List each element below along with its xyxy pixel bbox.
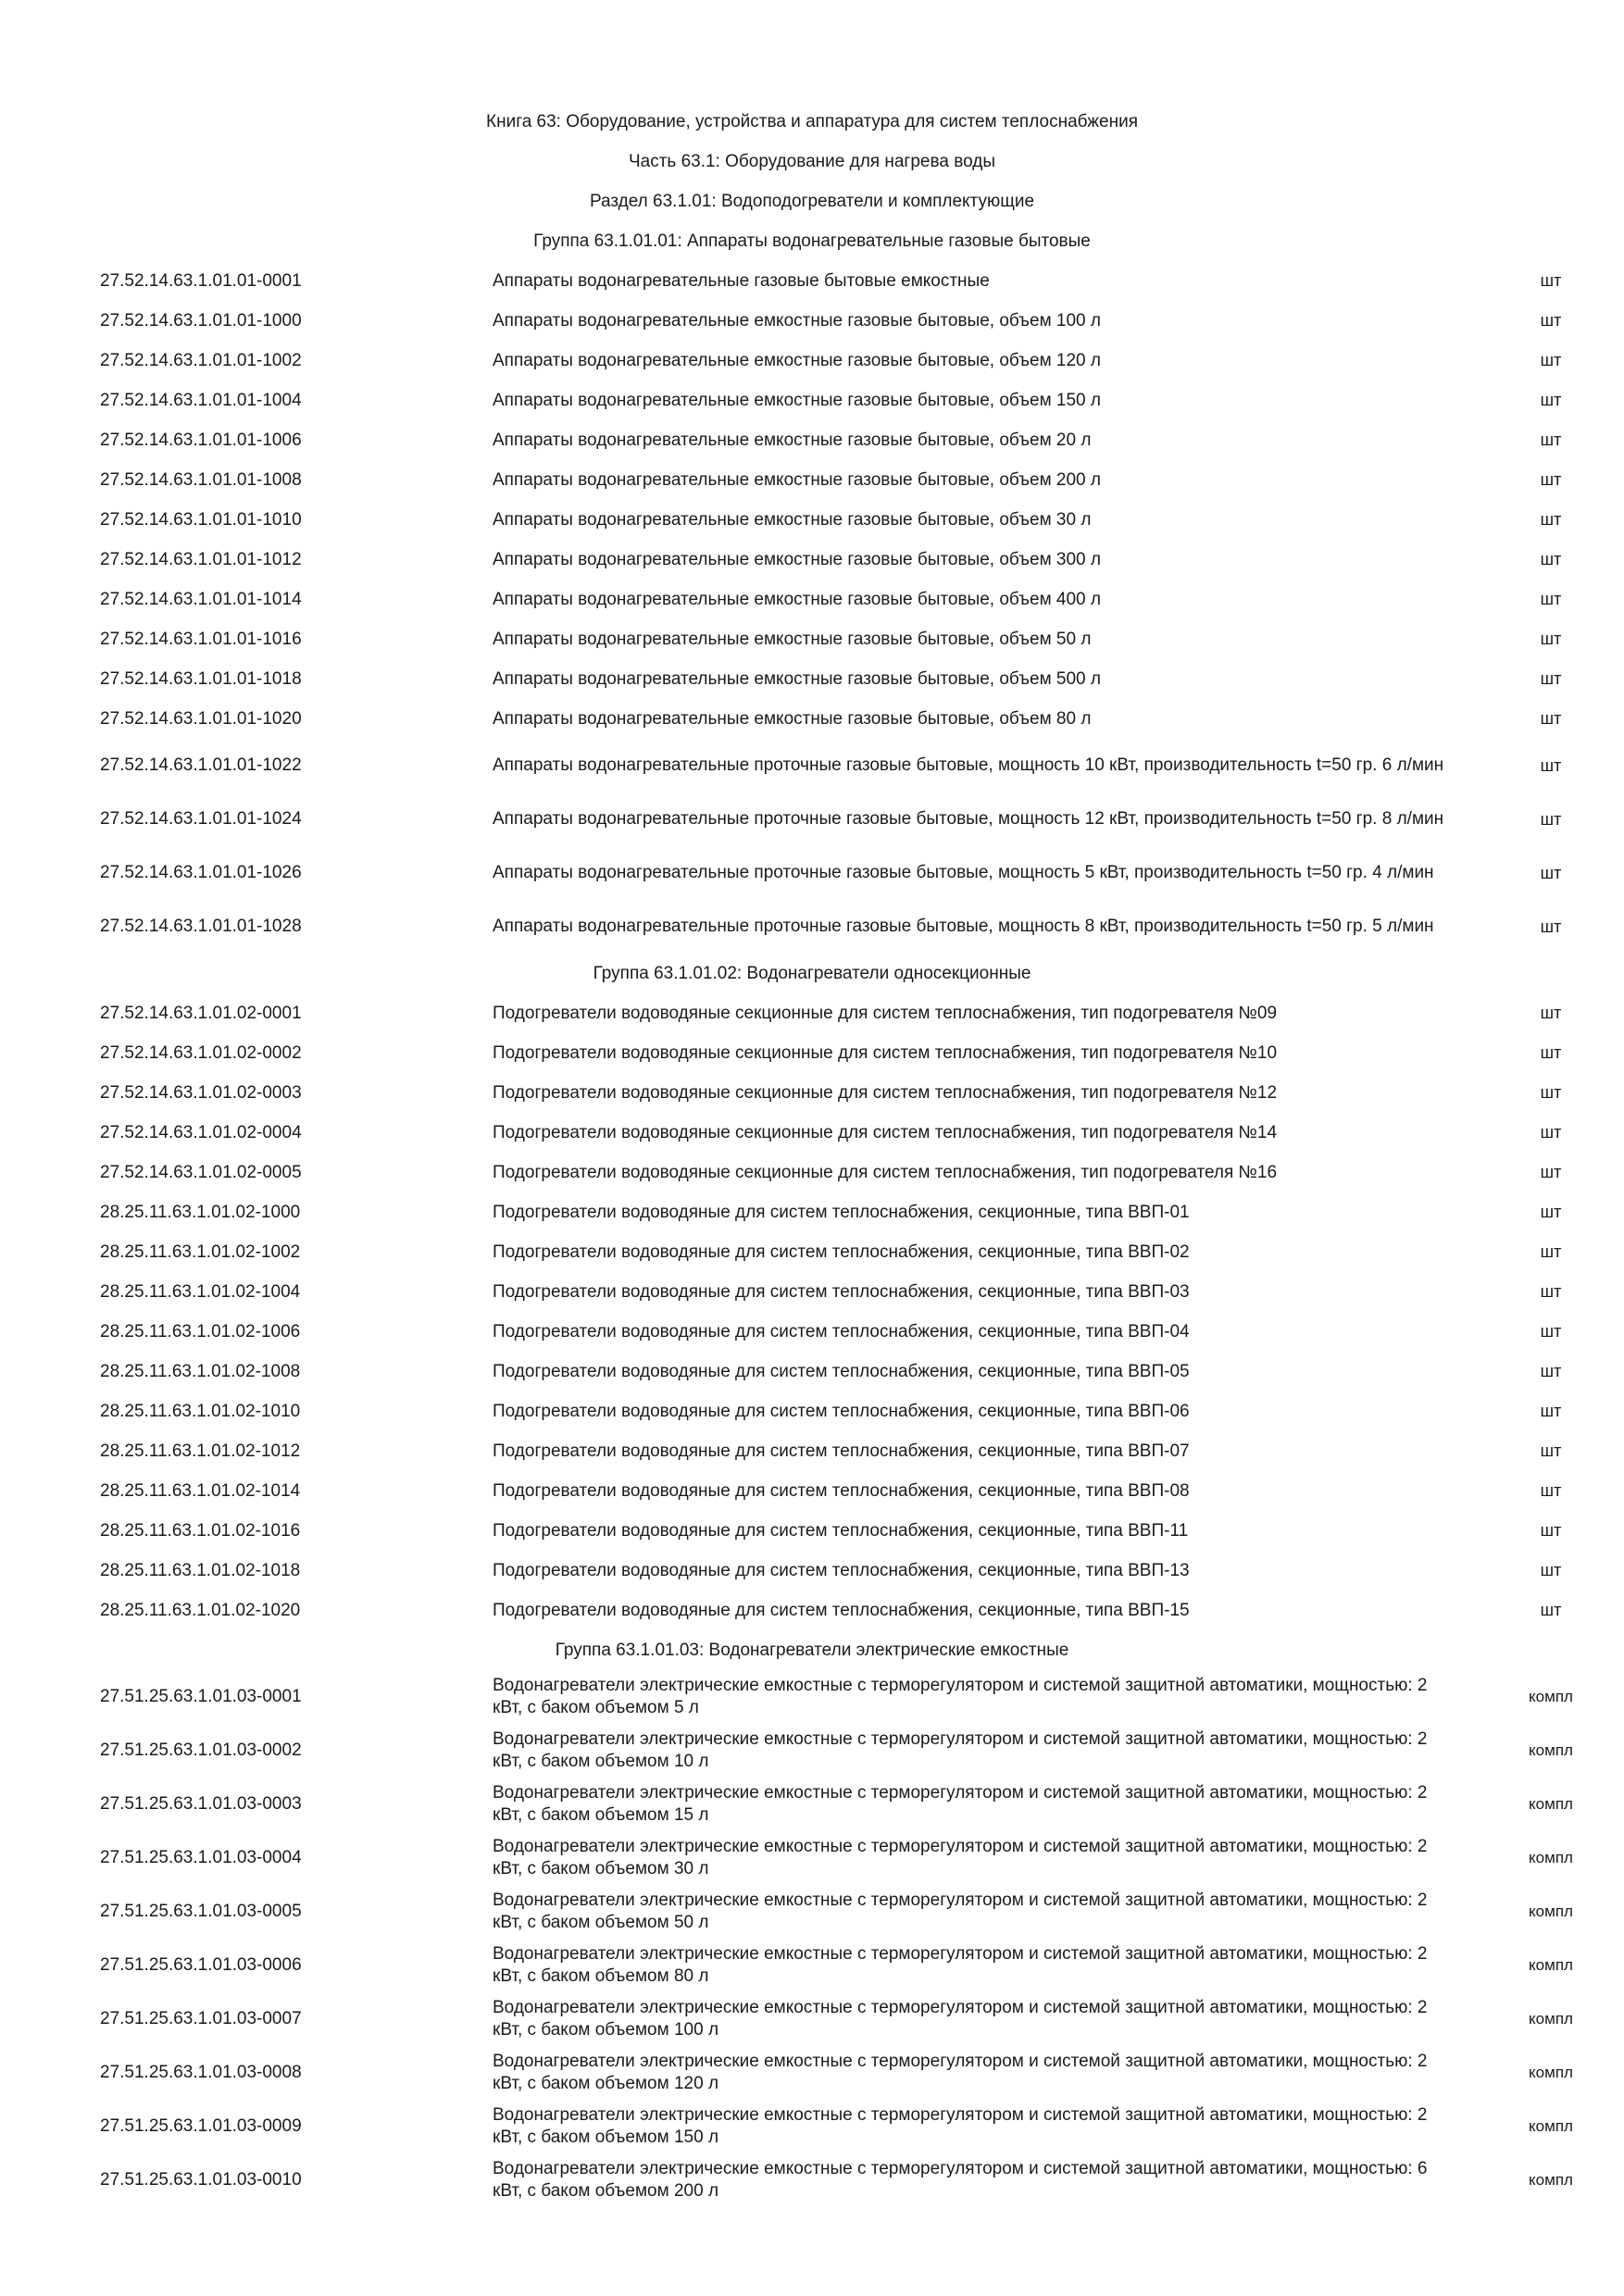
- item-code: 28.25.11.63.1.01.02-1004: [100, 1281, 301, 1302]
- item-unit: шт: [1540, 1322, 1562, 1341]
- item-unit: шт: [1540, 669, 1562, 688]
- item-code: 27.51.25.63.1.01.03-0007: [100, 2009, 302, 2028]
- table-row: [0, 1724, 1624, 1778]
- item-unit: компл: [1529, 2064, 1573, 2081]
- table-row: [0, 792, 1624, 846]
- item-code: 27.52.14.63.1.01.01-1018: [100, 668, 302, 689]
- item-code: 27.52.14.63.1.01.02-0004: [100, 1122, 302, 1142]
- item-code: 27.52.14.63.1.01.02-0003: [100, 1082, 302, 1103]
- item-name: Водонагреватели электрические емкостные с терморегулятором и системой защитной автоматики, мощностью: 2 кВт, с баком объемом 30 л: [493, 1837, 1428, 1878]
- table-row: [0, 1670, 1624, 1724]
- item-name: Аппараты водонагревательные емкостные газовые бытовые, объем 50 л: [493, 629, 1092, 649]
- item-name: Подогреватели водоводяные для систем теплоснабжения, секционные, типа ВВП-05: [493, 1361, 1190, 1381]
- item-unit: шт: [1540, 1601, 1562, 1619]
- table-row: [0, 1431, 1624, 1471]
- book-heading: Книга 63: Оборудование, устройства и аппаратура для систем теплоснабжения: [486, 112, 1138, 131]
- groups-container: [0, 221, 1624, 2207]
- item-name: Аппараты водонагревательные емкостные газовые бытовые, объем 20 л: [493, 430, 1092, 450]
- table-row: [0, 1312, 1624, 1352]
- table-row: [0, 1778, 1624, 1831]
- item-code: 28.25.11.63.1.01.02-1008: [100, 1361, 301, 1381]
- table-row: [0, 1511, 1624, 1551]
- item-code: 27.52.14.63.1.01.01-1012: [100, 549, 302, 569]
- table-row: [0, 261, 1624, 301]
- item-unit: шт: [1540, 1561, 1562, 1579]
- item-code: 27.52.14.63.1.01.01-1022: [100, 755, 302, 775]
- item-code: 28.25.11.63.1.01.02-1010: [100, 1401, 301, 1421]
- table-row: [0, 1939, 1624, 1992]
- item-unit: компл: [1529, 1741, 1573, 1759]
- item-unit: шт: [1540, 1282, 1562, 1301]
- section-heading: Раздел 63.1.01: Водоподогреватели и комплектующие: [589, 192, 1035, 211]
- item-code: 28.25.11.63.1.01.02-1014: [100, 1480, 301, 1501]
- item-name: Подогреватели водоводяные для систем теплоснабжения, секционные, типа ВВП-07: [493, 1441, 1190, 1461]
- table-row: [0, 1153, 1624, 1192]
- item-code: 27.52.14.63.1.01.01-1014: [100, 589, 302, 609]
- item-name: Аппараты водонагревательные проточные газовые бытовые, мощность 8 кВт, производительность t=50 гр. 5 л/мин: [493, 917, 1434, 936]
- item-code: 27.51.25.63.1.01.03-0010: [100, 2170, 302, 2190]
- item-code: 27.52.14.63.1.01.01-0001: [100, 270, 302, 291]
- item-unit: шт: [1540, 470, 1562, 489]
- item-unit: шт: [1540, 271, 1562, 290]
- table-row: [0, 1831, 1624, 1885]
- item-name: Подогреватели водоводяные секционные для систем теплоснабжения, тип подогревателя №10: [493, 1042, 1278, 1063]
- item-unit: компл: [1529, 2171, 1573, 2189]
- table-row: [0, 619, 1624, 659]
- item-code: 27.51.25.63.1.01.03-0006: [100, 1955, 302, 1975]
- item-name: Подогреватели водоводяные для систем теплоснабжения, секционные, типа ВВП-11: [493, 1520, 1189, 1541]
- table-row: [0, 1033, 1624, 1073]
- item-name: Аппараты водонагревательные емкостные газовые бытовые, объем 120 л: [493, 350, 1101, 370]
- item-unit: шт: [1540, 590, 1562, 608]
- table-row: [0, 580, 1624, 619]
- item-code: 28.25.11.63.1.01.02-1002: [100, 1242, 301, 1262]
- item-code: 28.25.11.63.1.01.02-1016: [100, 1520, 301, 1541]
- item-code: 27.51.25.63.1.01.03-0001: [100, 1687, 302, 1706]
- item-name: Водонагреватели электрические емкостные с терморегулятором и системой защитной автоматики, мощностью: 2 кВт, с баком объемом 150 л: [493, 2105, 1428, 2147]
- table-row: [0, 1471, 1624, 1511]
- item-name: Подогреватели водоводяные для систем теплоснабжения, секционные, типа ВВП-15: [493, 1600, 1190, 1620]
- table-row: [0, 739, 1624, 792]
- item-name: Подогреватели водоводяные для систем теплоснабжения, секционные, типа ВВП-02: [493, 1242, 1190, 1262]
- item-unit: компл: [1529, 1903, 1573, 1920]
- item-unit: шт: [1540, 550, 1562, 568]
- item-name: Подогреватели водоводяные для систем теплоснабжения, секционные, типа ВВП-04: [493, 1321, 1190, 1341]
- item-unit: шт: [1540, 1004, 1562, 1022]
- item-unit: шт: [1540, 1521, 1562, 1540]
- item-name: Подогреватели водоводяные секционные для систем теплоснабжения, тип подогревателя №14: [493, 1122, 1278, 1142]
- item-code: 27.52.14.63.1.01.01-1016: [100, 629, 302, 649]
- item-name: Аппараты водонагревательные емкостные газовые бытовые, объем 200 л: [493, 469, 1101, 490]
- document-page: [0, 102, 1624, 2207]
- item-name: Аппараты водонагревательные емкостные газовые бытовые, объем 80 л: [493, 708, 1092, 729]
- table-row: [0, 1073, 1624, 1113]
- item-name: Подогреватели водоводяные для систем теплоснабжения, секционные, типа ВВП-08: [493, 1480, 1190, 1501]
- item-code: 27.51.25.63.1.01.03-0008: [100, 2063, 302, 2082]
- item-unit: шт: [1540, 1481, 1562, 1500]
- item-unit: шт: [1540, 1242, 1562, 1261]
- item-name: Водонагреватели электрические емкостные с терморегулятором и системой защитной автоматики, мощностью: 2 кВт, с баком объемом 100 л: [493, 1998, 1428, 2040]
- item-name: Водонагреватели электрические емкостные с терморегулятором и системой защитной автоматики, мощностью: 2 кВт, с баком объемом 50 л: [493, 1890, 1428, 1932]
- item-name: Подогреватели водоводяные для систем теплоснабжения, секционные, типа ВВП-06: [493, 1401, 1190, 1421]
- table-row: [0, 2153, 1624, 2207]
- part-heading: Часть 63.1: Оборудование для нагрева воды: [628, 152, 995, 171]
- item-name: Водонагреватели электрические емкостные с терморегулятором и системой защитной автоматики, мощностью: 2 кВт, с баком объемом 10 л: [493, 1729, 1428, 1771]
- table-row: [0, 699, 1624, 739]
- table-row: [0, 1992, 1624, 2046]
- item-unit: компл: [1529, 1795, 1573, 1813]
- item-unit: компл: [1529, 1688, 1573, 1705]
- table-row: [0, 420, 1624, 460]
- item-name: Аппараты водонагревательные емкостные газовые бытовые, объем 400 л: [493, 589, 1101, 609]
- item-name: Подогреватели водоводяные секционные для систем теплоснабжения, тип подогревателя №12: [493, 1082, 1278, 1103]
- table-row: [0, 500, 1624, 540]
- item-unit: шт: [1540, 351, 1562, 369]
- item-name: Аппараты водонагревательные проточные газовые бытовые, мощность 5 кВт, производительность t=50 гр. 4 л/мин: [493, 863, 1434, 882]
- item-unit: шт: [1540, 1123, 1562, 1142]
- table-row: [0, 659, 1624, 699]
- table-row: [0, 1391, 1624, 1431]
- item-code: 28.25.11.63.1.01.02-1000: [100, 1202, 301, 1222]
- item-unit: шт: [1540, 917, 1562, 936]
- item-unit: шт: [1540, 1362, 1562, 1380]
- item-code: 27.52.14.63.1.01.01-1024: [100, 809, 302, 829]
- item-name: Аппараты водонагревательные проточные газовые бытовые, мощность 12 кВт, производительность t=50 гр. 8 л/мин: [493, 809, 1444, 829]
- item-name: Аппараты водонагревательные емкостные газовые бытовые, объем 300 л: [493, 549, 1101, 569]
- item-code: 27.51.25.63.1.01.03-0009: [100, 2116, 302, 2136]
- table-row: [0, 1113, 1624, 1153]
- table-row: [0, 1352, 1624, 1391]
- table-row: [0, 2046, 1624, 2100]
- item-unit: шт: [1540, 1163, 1562, 1181]
- item-code: 27.52.14.63.1.01.02-0001: [100, 1003, 302, 1023]
- item-unit: шт: [1540, 311, 1562, 330]
- item-code: 27.52.14.63.1.01.01-1006: [100, 430, 302, 450]
- item-unit: шт: [1540, 709, 1562, 728]
- item-unit: шт: [1540, 863, 1562, 882]
- item-name: Водонагреватели электрические емкостные с терморегулятором и системой защитной автоматики, мощностью: 2 кВт, с баком объемом 80 л: [493, 1944, 1428, 1986]
- item-code: 27.52.14.63.1.01.02-0005: [100, 1162, 302, 1182]
- table-row: [0, 1272, 1624, 1312]
- item-code: 27.52.14.63.1.01.01-1028: [100, 917, 302, 936]
- item-unit: шт: [1540, 1043, 1562, 1062]
- table-row: [0, 2100, 1624, 2153]
- table-row: [0, 540, 1624, 580]
- table-row: [0, 900, 1624, 954]
- item-unit: шт: [1540, 1441, 1562, 1460]
- table-row: [0, 1192, 1624, 1232]
- item-name: Подогреватели водоводяные для систем теплоснабжения, секционные, типа ВВП-01: [493, 1202, 1190, 1222]
- item-code: 28.25.11.63.1.01.02-1006: [100, 1321, 301, 1341]
- table-row: [0, 1232, 1624, 1272]
- table-row: [0, 460, 1624, 500]
- item-code: 27.52.14.63.1.01.01-1002: [100, 350, 302, 370]
- item-unit: шт: [1540, 630, 1562, 648]
- item-unit: шт: [1540, 430, 1562, 449]
- group-heading: Группа 63.1.01.02: Водонагреватели односекционные: [593, 964, 1031, 983]
- table-row: [0, 301, 1624, 341]
- table-row: [0, 1551, 1624, 1591]
- item-name: Аппараты водонагревательные емкостные газовые бытовые, объем 500 л: [493, 668, 1101, 689]
- table-row: [0, 846, 1624, 900]
- item-code: 28.25.11.63.1.01.02-1018: [100, 1560, 301, 1580]
- item-name: Водонагреватели электрические емкостные с терморегулятором и системой защитной автоматики, мощностью: 6 кВт, с баком объемом 200 л: [493, 2159, 1428, 2201]
- item-unit: шт: [1540, 510, 1562, 529]
- table-row: [0, 381, 1624, 420]
- table-row: [0, 1885, 1624, 1939]
- item-unit: шт: [1540, 1402, 1562, 1420]
- item-code: 27.52.14.63.1.01.01-1008: [100, 469, 302, 490]
- item-code: 28.25.11.63.1.01.02-1020: [100, 1600, 301, 1620]
- item-name: Подогреватели водоводяные для систем теплоснабжения, секционные, типа ВВП-13: [493, 1560, 1190, 1580]
- item-unit: шт: [1540, 809, 1562, 829]
- item-unit: шт: [1540, 1203, 1562, 1221]
- item-name: Аппараты водонагревательные проточные газовые бытовые, мощность 10 кВт, производительность t=50 гр. 6 л/мин: [493, 755, 1444, 775]
- group-heading: Группа 63.1.01.01: Аппараты водонагревательные газовые бытовые: [533, 231, 1091, 251]
- item-code: 27.52.14.63.1.01.01-1000: [100, 310, 302, 331]
- item-unit: компл: [1529, 1849, 1573, 1866]
- item-unit: шт: [1540, 1083, 1562, 1102]
- item-code: 28.25.11.63.1.01.02-1012: [100, 1441, 301, 1461]
- item-name: Аппараты водонагревательные газовые бытовые емкостные: [493, 270, 990, 291]
- item-code: 27.51.25.63.1.01.03-0005: [100, 1902, 302, 1921]
- table-row: [0, 1591, 1624, 1630]
- table-row: [0, 341, 1624, 381]
- item-code: 27.52.14.63.1.01.01-1020: [100, 708, 302, 729]
- item-unit: шт: [1540, 755, 1562, 775]
- item-unit: компл: [1529, 1956, 1573, 1974]
- item-name: Аппараты водонагревательные емкостные газовые бытовые, объем 150 л: [493, 390, 1101, 410]
- item-code: 27.51.25.63.1.01.03-0004: [100, 1848, 302, 1867]
- item-code: 27.52.14.63.1.01.02-0002: [100, 1042, 302, 1063]
- item-code: 27.52.14.63.1.01.01-1004: [100, 390, 302, 410]
- item-unit: компл: [1529, 2010, 1573, 2028]
- item-code: 27.52.14.63.1.01.01-1026: [100, 863, 302, 882]
- item-code: 27.52.14.63.1.01.01-1010: [100, 509, 302, 530]
- item-name: Водонагреватели электрические емкостные с терморегулятором и системой защитной автоматики, мощностью: 2 кВт, с баком объемом 15 л: [493, 1783, 1428, 1825]
- group-heading: Группа 63.1.01.03: Водонагреватели электрические емкостные: [555, 1641, 1069, 1660]
- item-name: Подогреватели водоводяные для систем теплоснабжения, секционные, типа ВВП-03: [493, 1281, 1190, 1302]
- item-name: Водонагреватели электрические емкостные с терморегулятором и системой защитной автоматики, мощностью: 2 кВт, с баком объемом 5 л: [493, 1676, 1428, 1717]
- item-code: 27.51.25.63.1.01.03-0003: [100, 1794, 302, 1814]
- item-code: 27.51.25.63.1.01.03-0002: [100, 1741, 302, 1760]
- item-name: Подогреватели водоводяные секционные для систем теплоснабжения, тип подогревателя №16: [493, 1162, 1278, 1182]
- item-unit: шт: [1540, 391, 1562, 409]
- item-name: Водонагреватели электрические емкостные с терморегулятором и системой защитной автоматики, мощностью: 2 кВт, с баком объемом 120 л: [493, 2052, 1428, 2093]
- item-unit: компл: [1529, 2117, 1573, 2135]
- item-name: Аппараты водонагревательные емкостные газовые бытовые, объем 100 л: [493, 310, 1101, 331]
- item-name: Подогреватели водоводяные секционные для систем теплоснабжения, тип подогревателя №09: [493, 1003, 1278, 1023]
- item-name: Аппараты водонагревательные емкостные газовые бытовые, объем 30 л: [493, 509, 1092, 530]
- table-row: [0, 993, 1624, 1033]
